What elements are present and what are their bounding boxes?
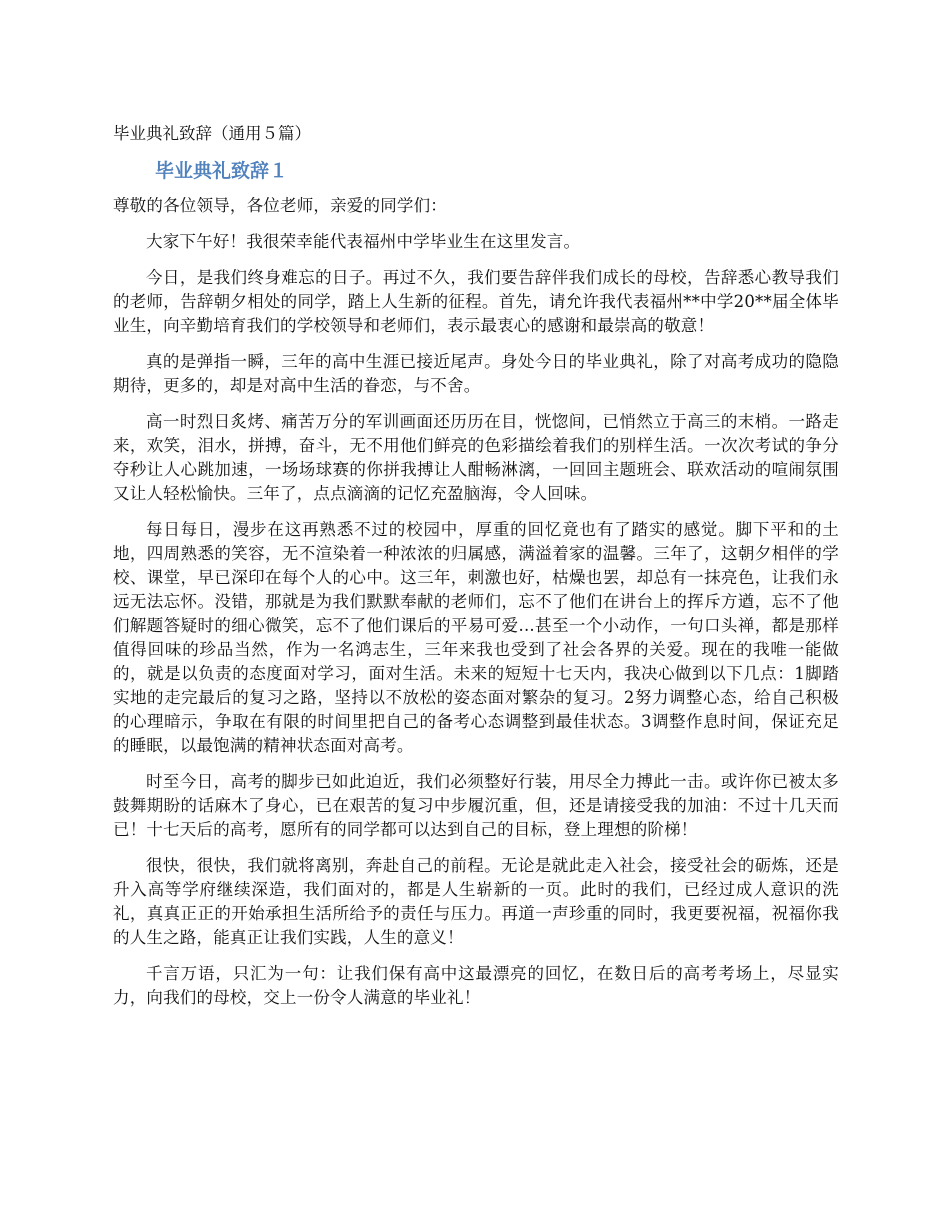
paragraph-5: 每日每日，漫步在这再熟悉不过的校园中，厚重的回忆竟也有了踏实的感觉。脚下平和的土地，四周熟悉的笑容，无不渲染着一种浓浓的归属感，满溢着家的温馨。三年了，这朝夕相伴的学校、课堂，早已深印在每个人的心中。这三年，刺激也好，枯燥也罢，却总有一抹亮色，让我们永远无法忘怀。没错，那就是为我们默默奉献的老师们，忘不了他们在讲台上的挥斥方遒，忘不了他们解题答疑时的细心微笑，忘不了他们课后的平易可爱...甚至一个小动作，一句口头禅，都是那样值得回味的珍品当然，作为一名鸿志生，三年来我也受到了社会各界的关爱。现在的我唯一能做的，就是以负责的态度面对学习，面对生活。未来的短短十七天内，我决心做到以下几点：1脚踏实地的走完最后的复习之路，坚持以不放松的姿态面对繁杂的复习。2努力调整心态，给自己积极的心理暗示，争取在有限的时间里把自己的备考心态调整到最佳状态。3调整作息时间，保证充足的睡眠，以最饱满的精神状态面对高考。 [113,520,839,755]
salutation: 尊敬的各位领导，各位老师，亲爱的同学们： [113,196,447,215]
document-title: 毕业典礼致辞（通用５篇） [113,124,311,143]
paragraph-3: 真的是弹指一瞬，三年的高中生涯已接近尾声。身处今日的毕业典礼，除了对高考成功的隐隐期待，更多的，却是对高中生活的眷恋，与不舍。 [113,352,839,395]
document-body [113,122,839,1022]
paragraph-7: 很快，很快，我们就将离别，奔赴自己的前程。无论是就此走入社会，接受社会的砺炼，还是升入高等学府继续深造，我们面对的，都是人生崭新的一页。此时的我们，已经过成人意识的洗礼，真真正正的开始承担生活所给予的责任与压力。再道一声珍重的同时，我更要祝福，祝福你我的人生之路，能真正让我们实践，人生的意义！ [113,856,839,947]
paragraph-6: 时至今日，高考的脚步已如此迫近，我们必须整好行装，用尽全力搏此一击。或许你已被太多鼓舞期盼的话麻木了身心，已在艰苦的复习中步履沉重，但，还是请接受我的加油：不过十几天而已！十七天后的高考，愿所有的同学都可以达到自己的目标，登上理想的阶梯！ [113,772,839,839]
paragraph-1: 大家下午好！我很荣幸能代表福州中学毕业生在这里发言。 [146,232,581,251]
paragraph-4: 高一时烈日炙烤、痛苦万分的军训画面还历历在目，恍惚间，已悄然立于高三的末梢。一路走来，欢笑，泪水，拼搏，奋斗，无不用他们鲜亮的色彩描绘着我们的别样生活。一次次考试的争分夺秒让人心跳加速，一场场球赛的你拼我搏让人酣畅淋漓，一回回主题班会、联欢活动的喧闹氛围又让人轻松愉快。三年了，点点滴滴的记忆充盈脑海，令人回味。 [113,412,839,503]
section-heading: 毕业典礼致辞１ [155,160,289,182]
paragraph-2: 今日，是我们终身难忘的日子。再过不久，我们要告辞伴我们成长的母校，告辞悉心教导我们的老师，告辞朝夕相处的同学，踏上人生新的征程。首先，请允许我代表福州**中学20**届全体毕业生，向辛勤培育我们的学校领导和老师们，表示最衷心的感谢和最崇高的敬意！ [113,268,839,335]
paragraph-8: 千言万语，只汇为一句：让我们保有高中这最漂亮的回忆，在数日后的高考考场上，尽显实力，向我们的母校，交上一份令人满意的毕业礼！ [113,964,839,1007]
